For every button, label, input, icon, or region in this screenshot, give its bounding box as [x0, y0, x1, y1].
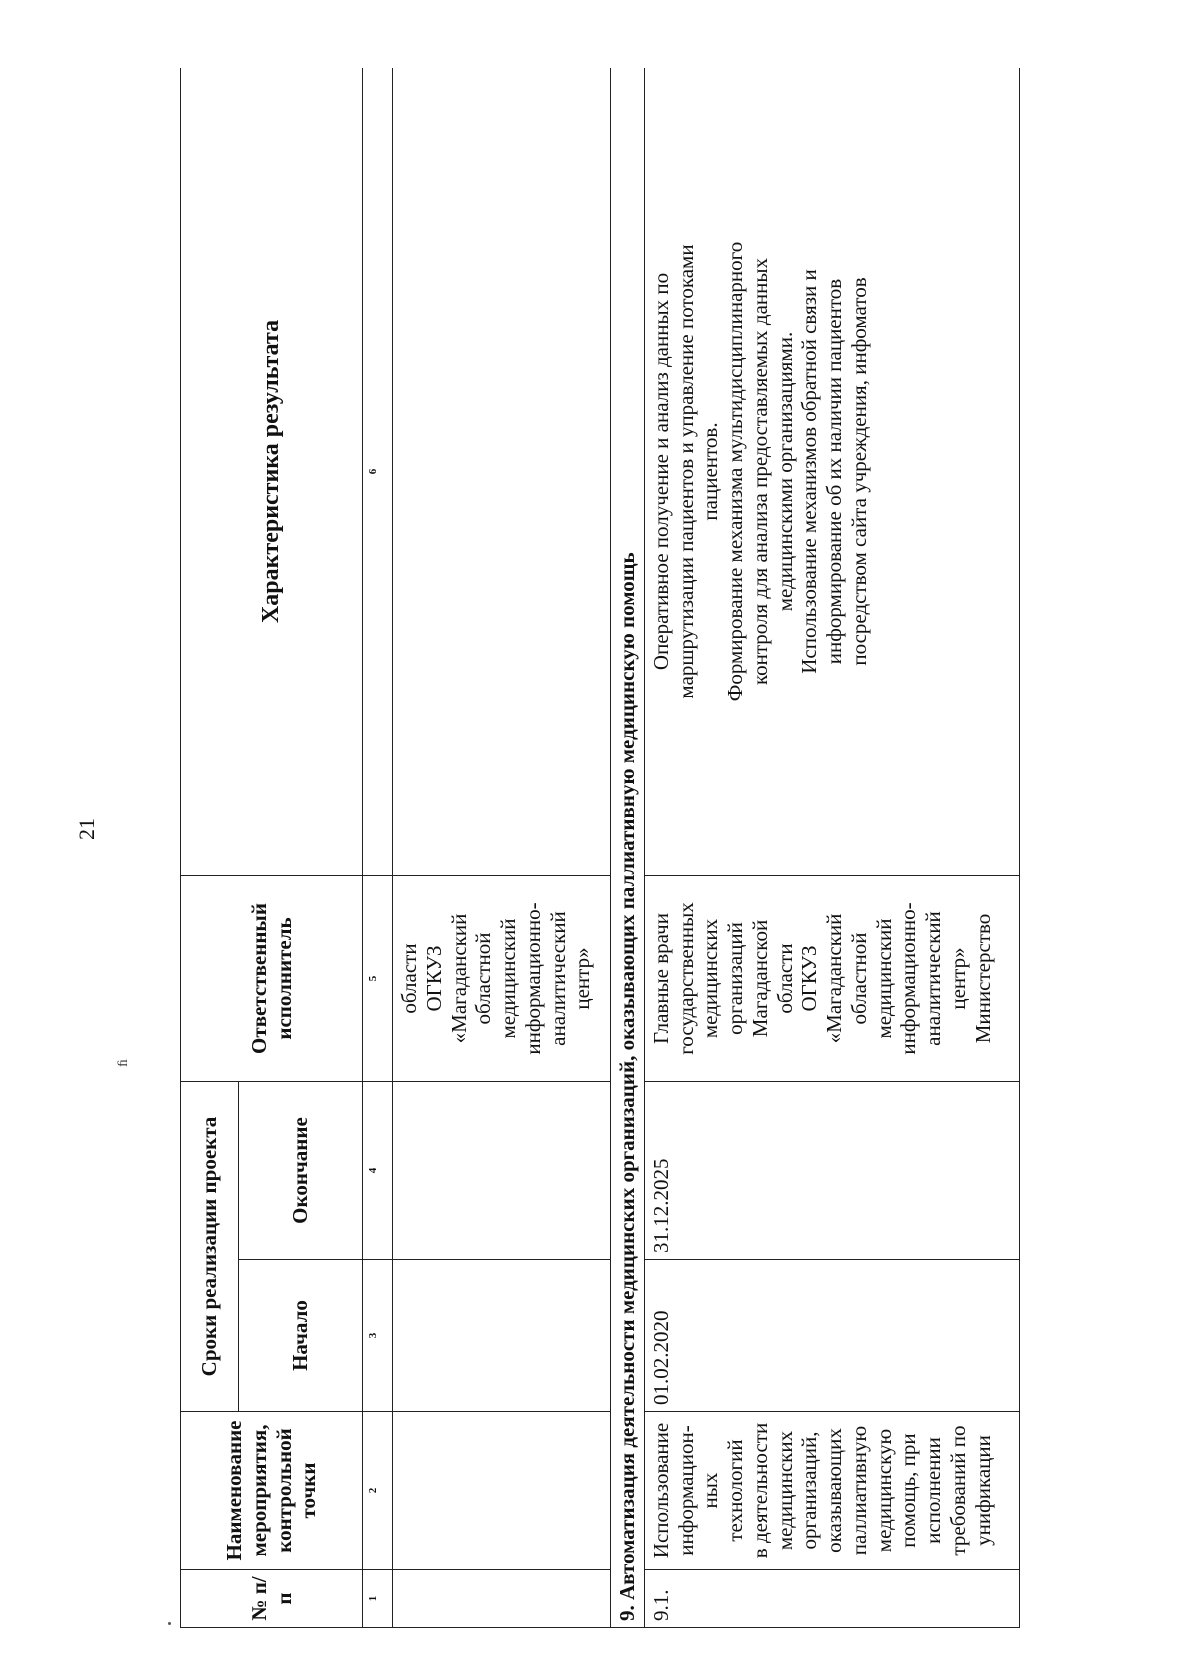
page-number: 21 — [74, 818, 99, 840]
rotated-table-area — [180, 68, 1020, 1628]
scan-dot — [168, 1622, 171, 1625]
text-line: ных — [698, 1472, 723, 1509]
text-line: Использование механизмов обратной связи и — [797, 269, 822, 674]
text-line: Формирование механизма мультидисциплинарного — [723, 241, 748, 702]
text-line: информационно- — [896, 902, 921, 1055]
text-line: медицинских — [698, 918, 723, 1039]
row-num: 9.1. — [644, 1570, 1019, 1628]
text-line: аналитический — [545, 911, 570, 1046]
text-line: информацион- — [673, 1425, 698, 1556]
text-line: технологий — [723, 1439, 748, 1542]
row-end-date: 31.12.2025 — [644, 1082, 1019, 1260]
text-line: «Магаданский — [822, 913, 847, 1044]
text-line: медицинский — [871, 918, 896, 1039]
text-line: медицинский — [496, 918, 521, 1039]
text-line: требований по — [945, 1425, 970, 1556]
column-number: 4 — [363, 1082, 393, 1260]
section-row — [611, 68, 645, 1628]
row-start-date: 01.02.2020 — [644, 1260, 1019, 1412]
text-line: областной — [471, 932, 496, 1025]
text-line: организаций, — [797, 1431, 822, 1550]
text-line: области — [397, 943, 421, 1014]
text-line: помощь, при — [896, 1433, 921, 1548]
header-period-group: Сроки реализации проекта — [181, 1082, 239, 1412]
header-num: № п/п — [181, 1570, 363, 1628]
text-line: «Магаданский — [446, 913, 471, 1044]
text-line: государственных — [673, 902, 698, 1055]
column-number: 6 — [363, 68, 393, 876]
text-line: медицинских — [772, 1430, 797, 1551]
row-executor — [644, 876, 1019, 1082]
text-line: Министерство — [970, 913, 995, 1044]
column-number: 2 — [363, 1412, 393, 1570]
landscape-sheet — [180, 68, 1020, 1628]
text-line: контроля для анализа предоставляемых данных — [747, 257, 772, 686]
continuation-executor — [393, 876, 611, 1082]
text-line: центр» — [945, 947, 970, 1010]
text-line: медицинскую — [871, 1428, 896, 1553]
text-line: в деятельности — [747, 1422, 772, 1559]
text-line: области — [772, 943, 797, 1014]
text-line: исполнении — [921, 1437, 946, 1544]
text-line: Главные врачи — [648, 913, 673, 1044]
header-executor: Ответственный исполнитель — [181, 876, 363, 1082]
row-result — [644, 68, 1019, 876]
plan-table — [180, 68, 1020, 1628]
text-line: организаций — [723, 922, 748, 1035]
text-line: ОГКУЗ — [421, 945, 446, 1012]
text-line: Оперативное получение и анализ данных по — [648, 272, 673, 671]
text-line: областной — [846, 932, 871, 1025]
header-start: Начало — [239, 1260, 363, 1412]
text-line: медицинскими организациями. — [772, 331, 797, 612]
text-line: маршрутизации пациентов и управление потоками — [673, 244, 698, 699]
text-line: ОГКУЗ — [797, 945, 822, 1012]
cell-empty — [393, 1570, 611, 1628]
cell-empty — [393, 1082, 611, 1260]
text-line: оказывающих — [822, 1428, 847, 1553]
cell-empty — [393, 68, 611, 876]
row-9-1 — [644, 68, 1019, 1628]
column-number: 5 — [363, 876, 393, 1082]
column-number-row — [363, 68, 393, 1628]
text-line: Использование — [648, 1422, 673, 1559]
row-name — [644, 1412, 1019, 1570]
text-line: унификации — [970, 1435, 995, 1546]
text-line: информационно- — [520, 902, 545, 1055]
header-result: Характеристика результата — [181, 68, 363, 876]
cell-empty — [393, 1260, 611, 1412]
text-line: пациентов. — [698, 422, 723, 521]
text-line: информирование об их наличии пациентов — [822, 278, 847, 665]
text-line: посредством сайта учреждения, инфоматов — [846, 277, 871, 666]
cell-empty — [393, 1412, 611, 1570]
column-number: 3 — [363, 1260, 393, 1412]
text-line: паллиативную — [846, 1425, 871, 1556]
section-title: 9. Автоматизация деятельности медицинских организаций, оказывающих паллиативную медицинскую помощь — [611, 68, 645, 1628]
scan-artifact-mark: ﬁ — [115, 1059, 131, 1067]
header-row-1 — [181, 68, 239, 1628]
header-name: Наименование мероприятия, контрольной точки — [181, 1412, 363, 1570]
header-end: Окончание — [239, 1082, 363, 1260]
text-line: аналитический — [921, 911, 946, 1046]
text-line: центр» — [570, 947, 595, 1010]
text-line: Магаданской — [747, 919, 772, 1038]
column-number: 1 — [363, 1570, 393, 1628]
continuation-row — [393, 68, 611, 1628]
